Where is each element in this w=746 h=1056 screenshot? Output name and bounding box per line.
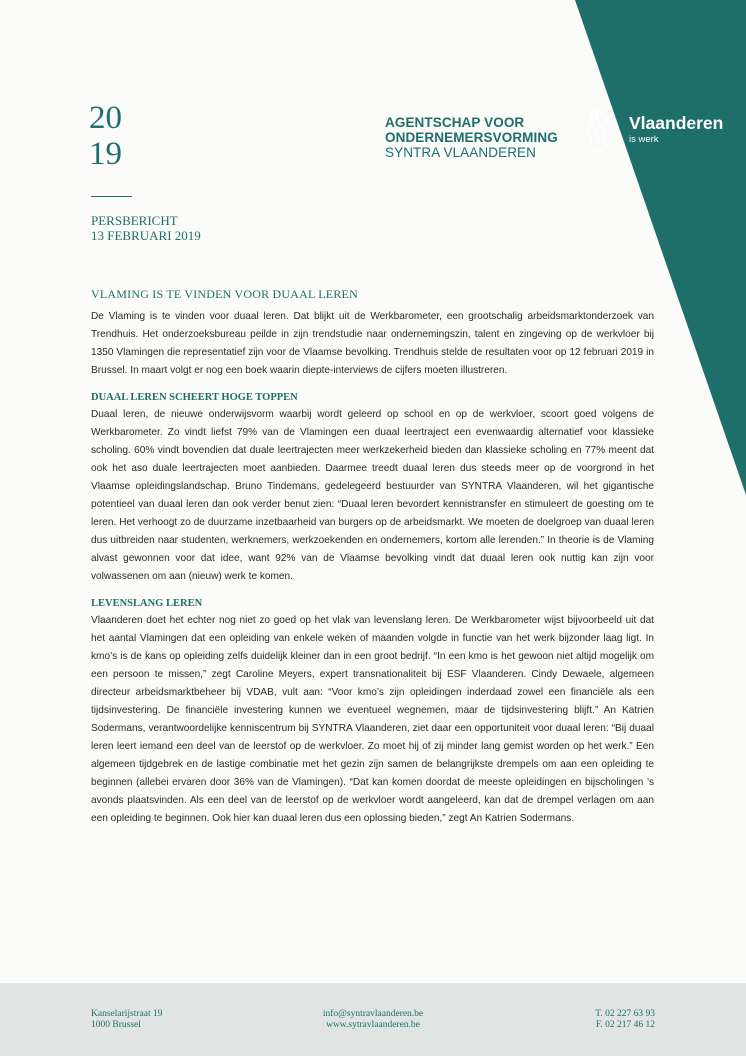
article-body	[91, 287, 654, 828]
logo-name: Vlaanderen	[629, 113, 724, 133]
year-line-2: 19	[89, 136, 122, 172]
divider	[91, 196, 132, 197]
press-info	[91, 213, 201, 243]
section-heading-levenslang-leren: LEVENSLANG LEREN	[91, 598, 203, 609]
agency-line-2: ONDERNEMERSVORMING	[385, 130, 558, 145]
agency-name	[385, 115, 558, 160]
intro-paragraph: De Vlaming is te vinden voor duaal leren. Dat blijkt uit de Werkbarometer, een grootschalig arbeidsmarktonderzoek van Trendhuis. Het onderzoeksbureau peilde in zijn trendstudie naar ondernemingszin, talent en zingeving op de werkvloer bij 1350 Vlamingen die representatief zijn voor de Vlaamse bevolking. Trendhuis stelde de resultaten voor op 12 februari 2019 in Brussel. In maart volgt er nog een boek waarin diepte-interviews de cijfers moeten illustreren.	[91, 311, 654, 376]
vlaanderen-logo	[629, 113, 723, 146]
section-paragraph-duaal-leren: Duaal leren, de nieuwe onderwijsvorm waarbij wordt geleerd op school en op de werkvloer, scoort goed volgens de Werkbarometer. Zo vindt liefst 79% van de Vlamingen een duaal leertraject een evenwaardig alternatief voor klassieke scholing. 60% vindt bovendien dat duale leertrajecten meer werkzekerheid bieden dan klassieke scholing en 77% meent dat ook het aso duale leertrajecten moet aanbieden. Daarmee treedt duaal leren dus steeds meer op de voorgrond in het Vlaamse opleidingslandschap. Bruno Tindemans, gedelegeerd bestuurder van SYNTRA Vlaanderen, wil het gigantische potentieel van duaal leren dan ook verder benut zien: “Duaal leren bevordert kennistransfer en stimuleert de goesting om te leren. Het verhoogt zo de duurzame inzetbaarheid van burgers op de arbeidsmarkt. We moeten de doelgroep van duaal leren dus uitbreiden naar studenten, werknemers, werkzoekenden en ondernemers, kortom alle lerenden.” In theorie is de Vlaming alvast gewonnen voor dat idee, want 92% van de Vlaamse bevolking vindt dat duaal leren ook nuttig kan zijn voor volwassenen om aan (nieuw) werk te komen.	[91, 409, 654, 582]
address-line-2: 1000 Brussel	[91, 1020, 141, 1030]
year-display	[89, 100, 122, 172]
year-line-1: 20	[89, 100, 122, 136]
fax-number: F. 02 217 46 12	[595, 1020, 655, 1030]
address-line-1: Kanselarijstraat 19	[91, 1009, 163, 1019]
agency-line-1: AGENTSCHAP VOOR	[385, 115, 525, 130]
footer-email: info@syntravlaanderen.be	[322, 1009, 424, 1019]
press-date: 13 FEBRUARI 2019	[91, 228, 201, 243]
agency-line-3: SYNTRA VLAANDEREN	[385, 145, 536, 160]
article-title: VLAMING IS TE VINDEN VOOR DUAAL LEREN	[91, 287, 358, 301]
section-paragraph-levenslang-leren: Vlaanderen doet het echter nog niet zo goed op het vlak van levenslang leren. De Werkbarometer wijst bijvoorbeeld uit dat het aantal Vlamingen dat een opleiding van enkele weken of maanden volgde in functie van het werk bijzonder laag ligt. In kmo’s is de kans op opleiding zelfs duidelijk kleiner dan in een groot bedrijf. “In een kmo is het gewoon niet altijd mogelijk om een persoon te missen,” zegt Caroline Meyers, expert transnationaliteit bij ESF Vlaanderen. Cindy Dewaele, algemeen directeur arbeidsmarktbeheer bij VDAB, vult aan: “Voor kmo’s zijn opleidingen inderdaad zowel een financiële als een tijdsinvestering. De financiële investering kunnen we eventueel wegnemen, maar de tijdsinvestering blijft.” An Katrien Sodermans, verantwoordelijke kenniscentrum bij SYNTRA Vlaanderen, ziet daar een opportuniteit voor duaal leren: “Bij duaal leren leert iemand een deel van de leerstof op de werkvloer. Zo moet hij of zij minder lang gemist worden op het werk.” Een algemeen tijdgebrek en de lastige combinatie met het gezin zijn samen de belangrijkste drempels om aan een opleiding te beginnen (allebei ervaren door 36% van de Vlamingen). “Dat kan komen doordat de meeste opleidingen en bijscholingen ’s avonds plaatsvinden. Als een deel van de leerstof op de werkvloer wordt aangeleerd, kan dat de drempel verlagen om aan een opleiding te beginnen. Ook hier kan duaal leren dus een oplossing bieden,” zegt An Katrien Sodermans.	[91, 615, 654, 824]
logo-tagline: is werk	[629, 134, 659, 145]
footer	[0, 983, 746, 1056]
section-heading-duaal-leren: DUAAL LEREN SCHEERT HOGE TOPPEN	[91, 392, 298, 403]
flemish-lion-icon	[584, 108, 614, 154]
footer-website: www.sytravlaanderen.be	[326, 1020, 420, 1030]
phone-number: T. 02 227 63 93	[595, 1009, 655, 1019]
press-label: PERSBERICHT	[91, 213, 178, 228]
footer-phone	[595, 1009, 655, 1031]
